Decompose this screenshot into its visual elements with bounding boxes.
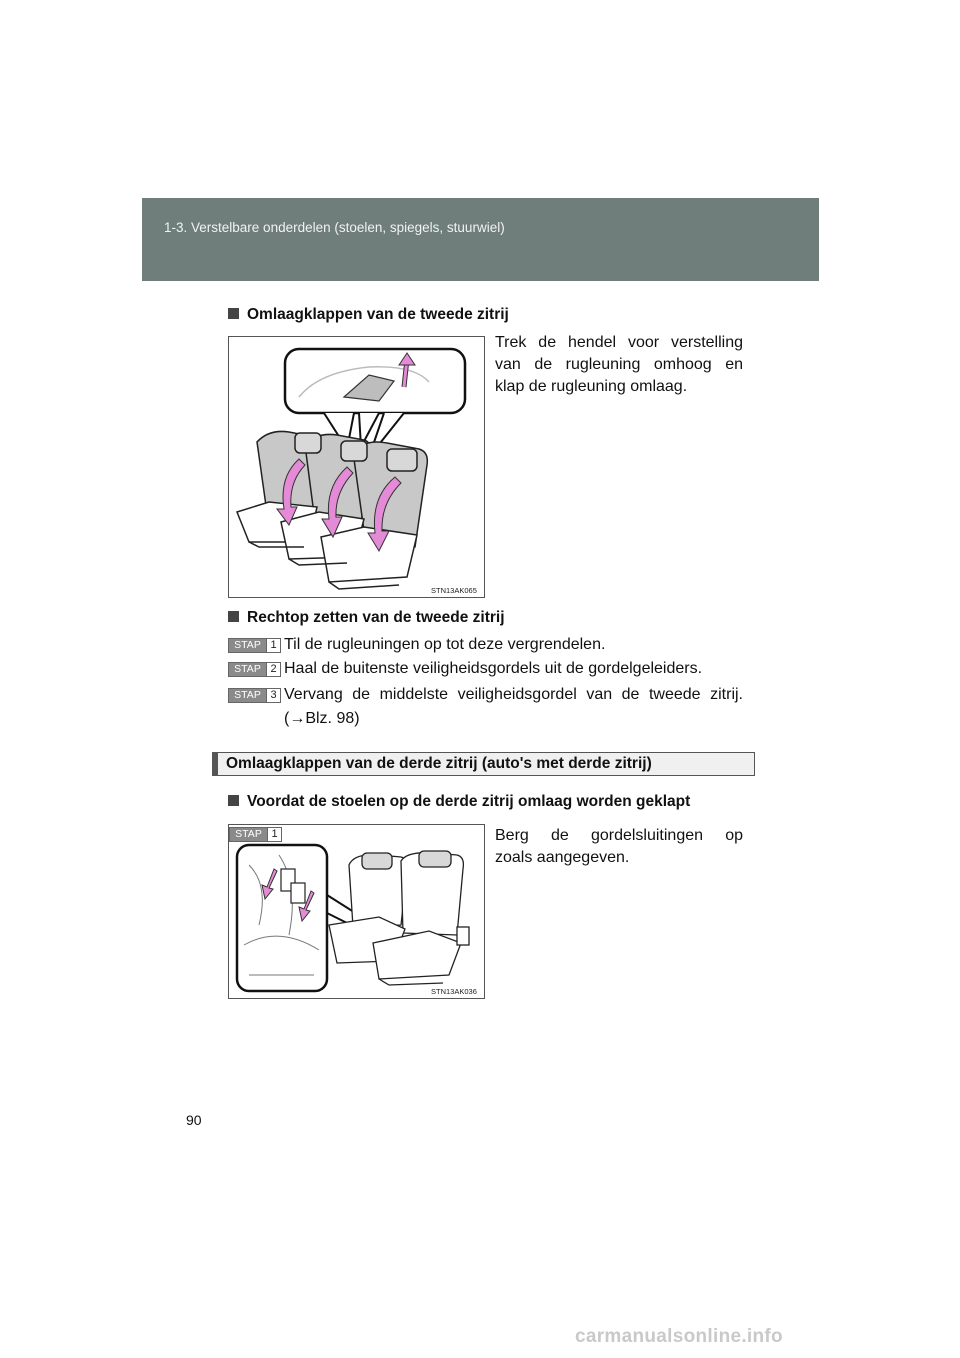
- section3-heading-text: Voordat de stoelen op de derde zitrij omlaag worden geklapt: [247, 793, 691, 810]
- square-bullet-icon: [228, 611, 239, 622]
- step-3-text: Vervang de middelste veiligheidsgordel van de tweede zitrij.: [284, 686, 743, 703]
- section-banner-third-row: [212, 752, 755, 776]
- second-row-seats-illustration: [229, 337, 484, 597]
- step-label: STAP: [229, 827, 268, 842]
- chapter-header: [142, 198, 819, 281]
- figure-second-row-seats: [228, 336, 485, 598]
- step-number: 3: [267, 688, 281, 703]
- section3-instruction: [495, 825, 743, 869]
- step-number: 1: [267, 638, 281, 653]
- step-number: 1: [268, 827, 282, 842]
- text-line: Trek de hendel voor verstelling: [495, 334, 743, 351]
- text-line: Berg de gordelsluitingen op: [495, 827, 743, 844]
- step-1-text: Til de rugleuningen op tot deze vergrendelen.: [284, 636, 606, 653]
- step-2-text: Haal de buitenste veiligheidsgordels uit de gordelgeleiders.: [284, 660, 703, 677]
- text-line: zoals aangegeven.: [495, 849, 630, 866]
- step-label: STAP: [228, 638, 267, 653]
- step-label: STAP: [228, 662, 267, 677]
- section1-instruction: [495, 332, 743, 398]
- page-number: 90: [186, 1112, 202, 1128]
- step-badge-2: [228, 662, 281, 677]
- section2-heading-text: Rechtop zetten van de tweede zitrij: [247, 609, 505, 626]
- square-bullet-icon: [228, 795, 239, 806]
- text-line: klap de rugleuning omlaag.: [495, 378, 688, 395]
- third-row-buckles-illustration: [229, 825, 484, 998]
- step-3-page-ref: (→Blz. 98): [284, 710, 360, 727]
- watermark: carmanualsonline.info: [575, 1326, 783, 1347]
- figure-code: STN13AK065: [431, 586, 477, 595]
- section-heading-before-fold-third-row: [228, 793, 690, 811]
- square-bullet-icon: [228, 308, 239, 319]
- section-heading-fold-second-row: [228, 306, 509, 324]
- step-badge-3: [228, 688, 281, 703]
- step-number: 2: [267, 662, 281, 677]
- step-label: STAP: [228, 688, 267, 703]
- section1-heading-text: Omlaagklappen van de tweede zitrij: [247, 306, 509, 323]
- section-heading-upright-second-row: [228, 609, 505, 627]
- step-badge-fig: [229, 827, 282, 842]
- figure-third-row-buckles: [228, 824, 485, 999]
- text-line: van de rugleuning omhoog en: [495, 356, 743, 373]
- banner-title: Omlaagklappen van de derde zitrij (auto's met derde zitrij): [226, 755, 652, 772]
- figure-code: STN13AK036: [431, 987, 477, 996]
- chapter-title: 1-3. Verstelbare onderdelen (stoelen, spiegels, stuurwiel): [164, 220, 505, 235]
- step-badge-1: [228, 638, 281, 653]
